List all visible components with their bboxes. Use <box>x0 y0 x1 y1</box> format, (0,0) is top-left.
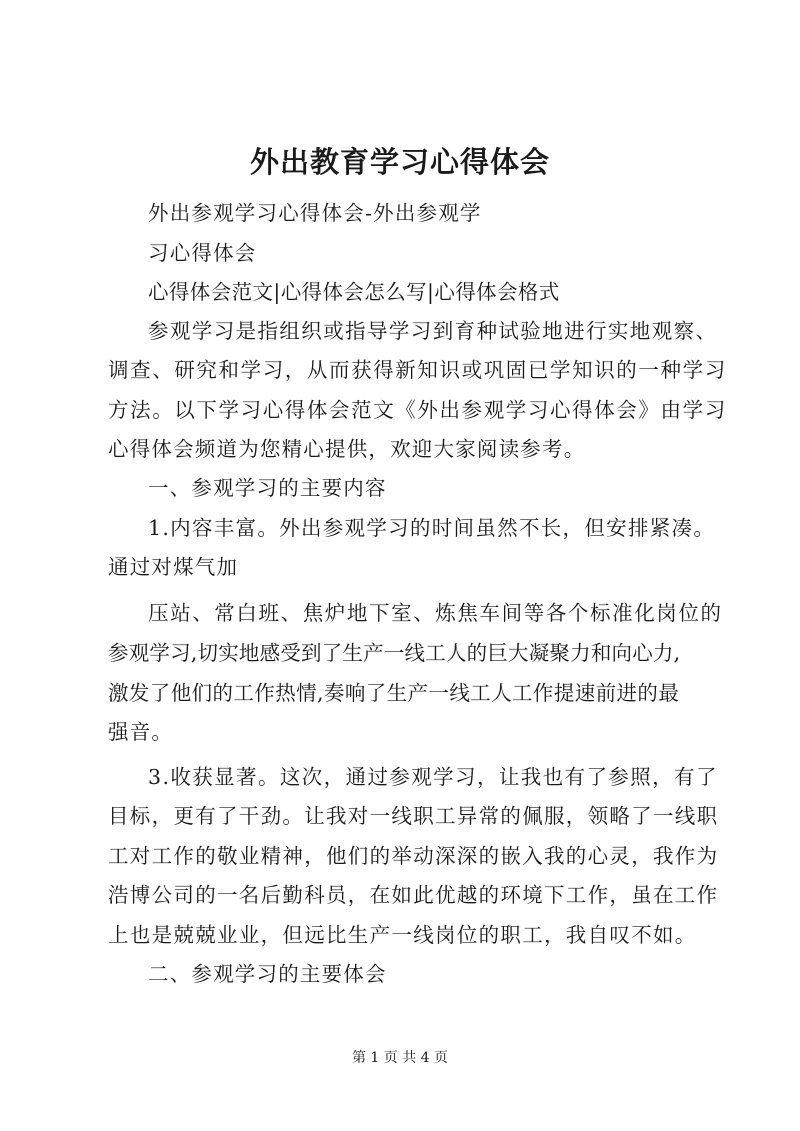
paragraph-line: 参观学习是指组织或指导学习到育种试验地进行实地观察、 <box>148 319 718 343</box>
paragraph-line: 参观学习,切实地感受到了生产一线工人的巨大凝聚力和向心力, <box>108 641 681 665</box>
section-heading: 一、参观学习的主要内容 <box>148 476 387 500</box>
paragraph-line: 工对工作的敬业精神，他们的举动深深的嵌入我的心灵，我作为 <box>108 844 719 868</box>
paragraph-line: 1.内容丰富。外出参观学习的时间虽然不长，但安排紧凑。 <box>148 516 716 540</box>
paragraph-line: 心得体会频道为您精心提供，欢迎大家阅读参考。 <box>108 437 586 461</box>
document-title: 外出教育学习心得体会 <box>249 145 550 179</box>
paragraph-line: 3.收获显著。这次，通过参观学习，让我也有了参照，有了 <box>148 765 718 789</box>
paragraph-line: 浩博公司的一名后勤科员，在如此优越的环境下工作，虽在工作 <box>108 883 719 907</box>
paragraph-line: 方法。以下学习心得体会范文《外出参观学习心得体会》由学习 <box>108 398 727 422</box>
paragraph-line: 目标，更有了干劲。让我对一线职工异常的佩服，领略了一线职 <box>108 804 719 828</box>
paragraph-line: 上也是兢兢业业，但远比生产一线岗位的职工，我自叹不如。 <box>108 923 697 947</box>
paragraph-line: 习心得体会 <box>148 241 257 265</box>
paragraph-line: 压站、常白班、焦炉地下室、炼焦车间等各个标准化岗位的 <box>148 601 723 625</box>
paragraph-line: 心得体会范文|心得体会怎么写|心得体会格式 <box>148 280 560 304</box>
page-number-footer: 第 1 页 共 4 页 <box>351 1050 449 1066</box>
paragraph-line: 强音。 <box>108 720 174 744</box>
paragraph-line: 通过对煤气加 <box>108 555 239 579</box>
section-heading: 二、参观学习的主要体会 <box>148 962 387 986</box>
paragraph-line: 外出参观学习心得体会-外出参观学 <box>148 201 482 225</box>
paragraph-line: 调查、研究和学习，从而获得新知识或巩固已学知识的一种学习 <box>108 358 727 382</box>
paragraph-line: 激发了他们的工作热情,奏响了生产一线工人工作提速前进的最 <box>108 681 680 705</box>
